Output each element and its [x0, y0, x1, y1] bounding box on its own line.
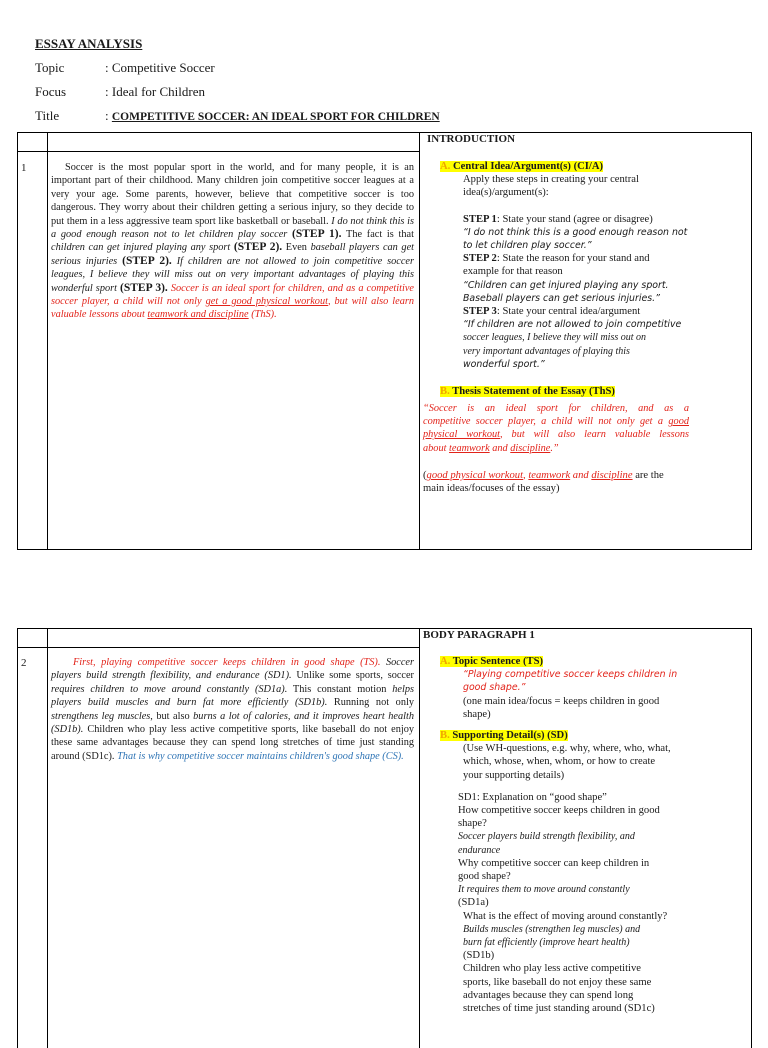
thesis-focus: discipline: [510, 442, 551, 454]
notes-text: your supporting details): [463, 769, 565, 781]
notes-answer: It requires them to move around constantly: [458, 884, 630, 896]
notes-question: What is the effect of moving around constantly?: [463, 910, 668, 922]
section-heading-body-1: BODY PARAGRAPH 1: [423, 629, 535, 641]
notes-text: main ideas/focuses of the essay): [423, 483, 560, 495]
essay-title: COMPETITIVE SOCCER: AN IDEAL SPORT FOR CHILDREN: [111, 111, 440, 123]
thesis-statement: , but will also learn valuable lessons about: [51, 296, 415, 321]
step-label: STEP 1: [463, 213, 497, 225]
row-number: 2: [21, 657, 27, 669]
topic-sentence: First, playing competitive soccer keeps children in good shape (TS).: [73, 657, 381, 668]
body-text: Running not only: [333, 697, 414, 709]
notes-text: idea(s)/argument(s):: [463, 187, 549, 199]
body-text: , but also: [150, 710, 190, 722]
notes-heading: Central Idea/Argument(s) (CI/A): [452, 161, 604, 172]
notes-quote: competitive soccer player, a child will not only get a: [423, 416, 664, 428]
thesis-focus: teamwork and discipline: [147, 309, 249, 321]
introduction-paragraph: [51, 161, 414, 322]
step-label: STEP 2: [463, 253, 497, 265]
body-notes: [440, 655, 700, 1015]
notes-quote: very important advantages of playing this: [463, 345, 630, 357]
notes-text: Apply these steps in creating your central: [463, 174, 639, 186]
supporting-detail: burns a lot of calories, and it improves heart health (SD1b).: [51, 710, 414, 736]
notes-text: which, whose, when, whom, or how to create: [463, 756, 656, 768]
notes-text: : State your stand (agree or disagree): [496, 213, 653, 225]
notes-answer: Soccer players build strength flexibility, and: [458, 831, 635, 843]
row-number: 1: [21, 162, 27, 174]
supporting-detail: Soccer players build strength flexibility, and endurance (SD1).: [51, 657, 414, 682]
intro-text: Even: [285, 242, 307, 254]
notes-quote: “Children can get injured playing any sport.: [463, 279, 669, 291]
body-text: This constant motion: [292, 683, 387, 695]
notes-text: ,: [523, 470, 526, 481]
body-paragraph: [51, 656, 414, 763]
concluding-sentence: That is why competitive soccer maintains children's good shape (CS).: [117, 750, 404, 762]
intro-example: baseball players can get serious injuries: [51, 242, 415, 267]
bullet-letter: A.: [440, 656, 451, 667]
column-divider: [419, 629, 420, 1048]
notes-question: shape?: [458, 818, 487, 830]
step-label: (STEP 3).: [120, 281, 168, 294]
notes-quote: soccer leagues, I believe they will miss out on: [463, 332, 647, 344]
thesis-statement: Soccer is an ideal sport for children, and as a competitive soccer player, a child will not only: [51, 282, 414, 308]
notes-quote: “Soccer is an ideal sport for children, and as a: [423, 403, 689, 414]
notes-quote: “I do not think this is a good enough reason not: [463, 226, 688, 238]
notes-text: example for that reason: [463, 266, 563, 278]
document-title: ESSAY ANALYSIS: [35, 36, 143, 51]
notes-text: (: [423, 470, 427, 481]
intro-argument: If children are not allowed to join competitive soccer leagues, I believe they will miss out on very important advantages of playing this wonderful sport: [51, 255, 415, 294]
notes-text: shape): [463, 708, 491, 720]
supporting-detail: helps players build muscles and burn fat more efficiently (SD1b).: [51, 683, 414, 709]
thesis-quote: [423, 402, 689, 455]
notes-quote: about: [423, 442, 447, 454]
step-label: STEP 3: [463, 306, 497, 318]
notes-text: advantages because they can spend long: [463, 989, 634, 1001]
topic-value: : Competitive Soccer: [105, 60, 215, 75]
notes-quote: and: [492, 442, 508, 454]
notes-quote: , but will also learn valuable lessons: [500, 429, 689, 441]
notes-question: good shape?: [458, 871, 511, 883]
notes-answer: burn fat efficiently (improve heart health): [463, 937, 630, 949]
notes-text: and: [572, 470, 589, 481]
notes-quote: wonderful sport.”: [463, 358, 545, 370]
focus-summary: [423, 469, 689, 495]
notes-text: (one main idea/focus = keeps children in good: [463, 695, 660, 707]
notes-heading: Thesis Statement of the Essay (ThS): [452, 386, 615, 398]
thesis-focus: physical workout: [423, 429, 501, 441]
body-text: Unlike some sports, soccer: [296, 670, 414, 682]
topic-label: Topic: [35, 60, 65, 75]
bullet-letter: B.: [440, 386, 450, 398]
notes-text: stretches of time just standing around (SD1c): [463, 1003, 655, 1015]
step-label: (STEP 2).: [122, 254, 172, 267]
notes-label: (SD1b): [463, 950, 495, 962]
notes-label: (SD1a): [458, 897, 489, 909]
notes-question: How competitive soccer keeps children in good: [458, 805, 660, 817]
notes-quote: Baseball players can get serious injuries.”: [463, 292, 660, 304]
supporting-detail: strengthens leg muscles: [51, 710, 151, 722]
thesis-focus: good physical workout: [426, 470, 524, 481]
column-divider: [419, 133, 420, 549]
bullet-letter: A.: [440, 161, 451, 172]
notes-text: Children who play less active competitive: [463, 963, 641, 975]
notes-text: : State your central idea/argument: [496, 306, 641, 318]
step-label: (STEP 1).: [292, 228, 342, 241]
column-divider: [47, 629, 48, 1048]
title-colon: :: [105, 108, 112, 123]
notes-answer: endurance: [458, 844, 501, 856]
body-text: Children who play less active competitive sports, like baseball do not enjoy these same advantages because they can spend long stretches of time just standing around (SD1c).: [51, 724, 414, 762]
step-label: (STEP 2).: [233, 241, 283, 254]
notes-answer: Builds muscles (strengthen leg muscles) and: [463, 923, 641, 935]
notes-quote: “Playing competitive soccer keeps children in: [463, 669, 678, 681]
notes-quote: “If children are not allowed to join competitive: [463, 319, 682, 331]
thesis-focus: teamwork: [449, 442, 490, 454]
intro-text: Soccer is the most popular sport in the world, and for many people, it is an important part of their childhood. Many children join competitive soccer leagues at a very your age. Some parents, however, believe that competitive soccer is too dangerous. They worry about their children getting a serious injury, so they decide to put them in a less aggressive team sport like basketball or baseball.: [51, 162, 414, 227]
intro-text: The fact is that: [346, 229, 414, 241]
title-label: Title: [35, 108, 60, 123]
notes-quote: good shape.”: [463, 682, 526, 694]
notes-text: sports, like baseball do not enjoy these same: [463, 976, 652, 988]
thesis-focus: teamwork: [528, 470, 571, 481]
row-divider: [18, 151, 419, 152]
row-divider: [18, 647, 419, 648]
section-heading-introduction: INTRODUCTION: [427, 133, 516, 145]
notes-text: are the: [635, 470, 664, 481]
notes-subheading: SD1: Explanation on “good shape”: [458, 791, 607, 803]
notes-quote: to let children play soccer.”: [463, 240, 592, 252]
supporting-detail: requires children to move around constantly (SD1a).: [51, 683, 288, 695]
notes-text: (Use WH-questions, e.g. why, where, who, what,: [463, 743, 671, 755]
column-divider: [47, 133, 48, 549]
notes-heading: Supporting Detail(s) (SD): [452, 730, 568, 742]
thesis-focus: good: [668, 416, 689, 428]
intro-stand: I do not think this is a good enough reason not to let children play soccer: [51, 215, 415, 241]
focus-label: Focus: [35, 84, 67, 99]
thesis-label: (ThS).: [251, 309, 277, 321]
notes-quote: .”: [550, 442, 559, 454]
notes-heading: Topic Sentence (TS): [452, 656, 544, 667]
bullet-letter: B.: [440, 730, 450, 742]
thesis-focus: discipline: [591, 470, 633, 481]
notes-text: : State the reason for your stand and: [496, 253, 650, 265]
notes-question: Why competitive soccer can keep children in: [458, 857, 650, 869]
focus-value: : Ideal for Children: [105, 84, 205, 99]
intro-reason: children can get injured playing any sport: [51, 242, 231, 254]
thesis-focus: get a good physical workout: [205, 296, 328, 308]
introduction-notes: [440, 160, 690, 398]
